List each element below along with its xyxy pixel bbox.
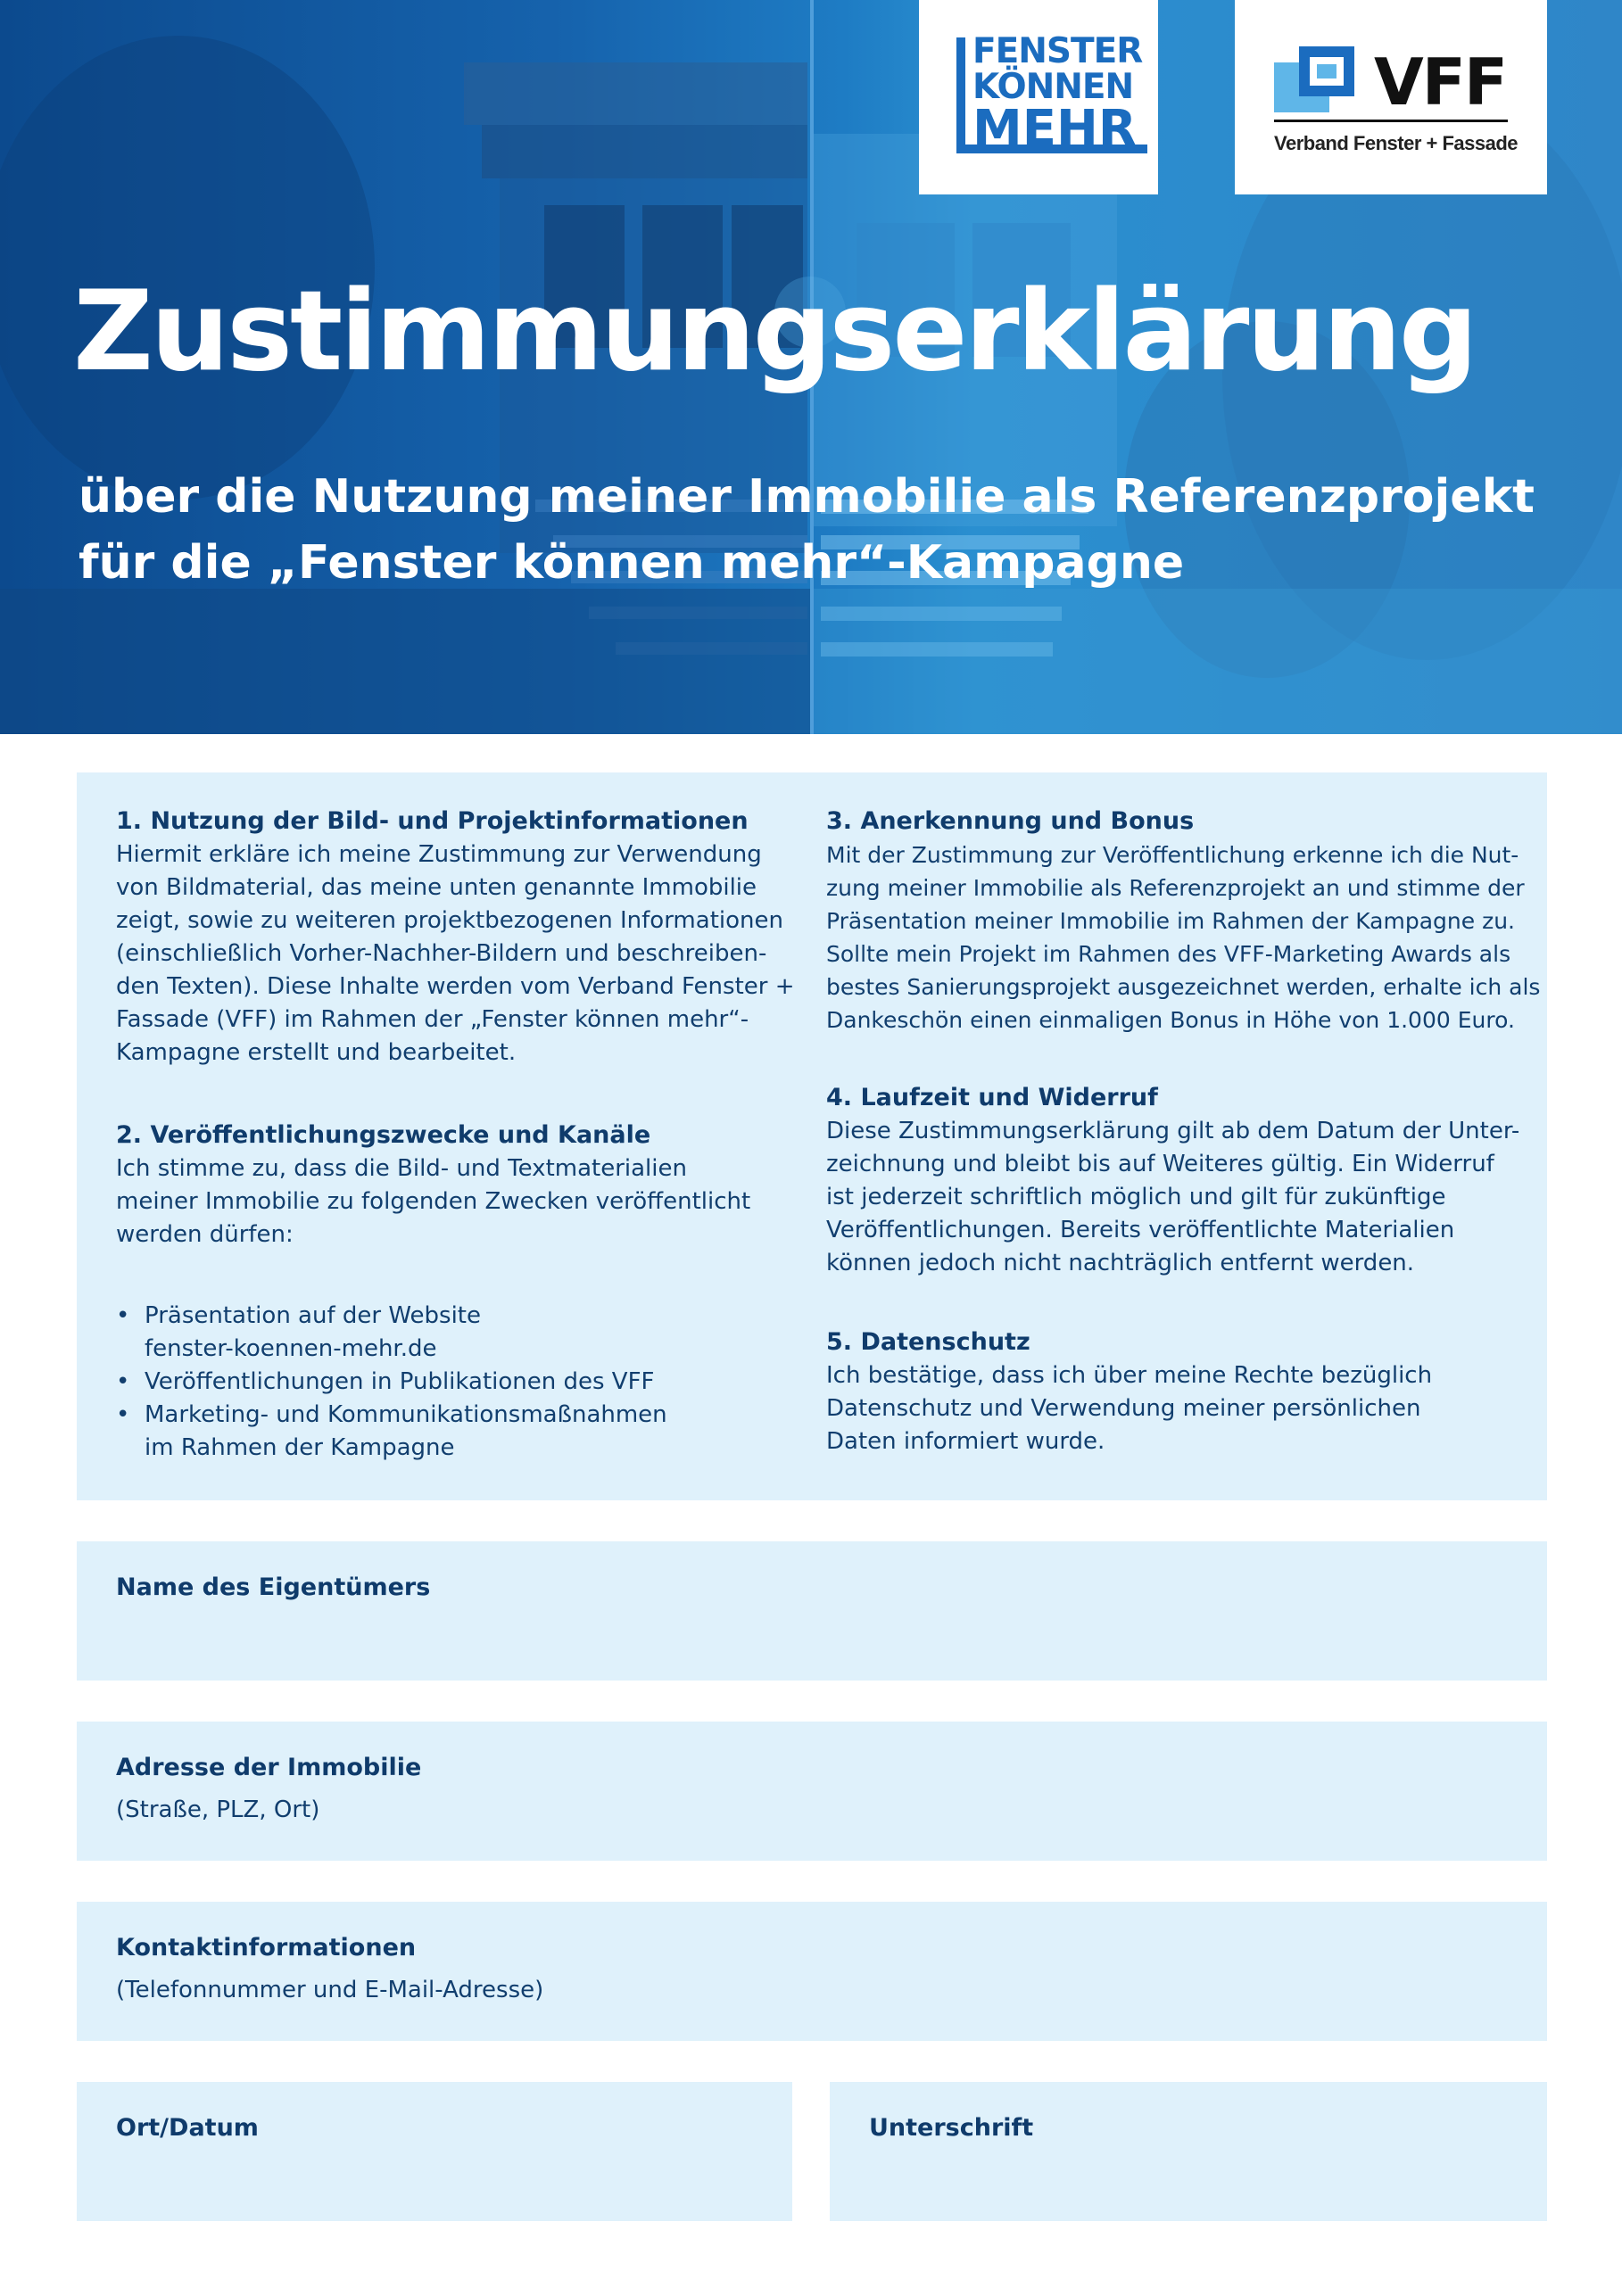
body-line: meiner Immobilie zu folgenden Zwecken veröffentlicht <box>116 1188 751 1215</box>
body-line: Hiermit erkläre ich meine Zustimmung zur Verwendung <box>116 841 762 868</box>
logo-wordmark <box>972 31 1151 158</box>
body-line: Präsentation meiner Immobilie im Rahmen der Kampagne zu. <box>826 908 1515 934</box>
list-item-line: fenster-koennen-mehr.de <box>145 1335 437 1362</box>
body-line: bestes Sanierungsprojekt ausgezeichnet werden, erhalte ich als <box>826 974 1541 1000</box>
section-publication-purposes <box>116 1119 794 1465</box>
section-title: 2. Veröffentlichungszwecke und Kanäle <box>116 1121 651 1149</box>
body-line: Diese Zustimmungserklärung gilt ab dem Datum der Unter- <box>826 1118 1520 1144</box>
field-label: Ort/Datum <box>116 2114 259 2142</box>
section-title: 5. Datenschutz <box>826 1328 1030 1356</box>
list-item-line: • Veröffentlichungen in Publikationen des VFF <box>145 1368 655 1395</box>
section-data-protection <box>826 1326 1522 1458</box>
body-line: Kampagne erstellt und bearbeitet. <box>116 1039 517 1066</box>
list-item-line: im Rahmen der Kampagne <box>145 1434 455 1461</box>
list-item-line: • Präsentation auf der Website <box>145 1302 481 1329</box>
field-hint: (Straße, PLZ, Ort) <box>116 1796 320 1823</box>
section-recognition-bonus <box>826 805 1541 1037</box>
body-line: Datenschutz und Verwendung meiner persönlichen <box>826 1395 1421 1422</box>
body-line: (einschließlich Vorher-Nachher-Bildern und beschreiben- <box>116 940 767 967</box>
section-body <box>116 1152 794 1251</box>
owner-name-field[interactable] <box>77 1541 1547 1681</box>
field-label: Adresse der Immobilie <box>116 1754 422 1781</box>
list-item <box>116 1366 794 1399</box>
section-usage <box>116 805 794 1070</box>
field-label: Kontaktinformationen <box>116 1934 417 1962</box>
body-line: Dankeschön einen einmaligen Bonus in Höhe von 1.000 Euro. <box>826 1007 1515 1033</box>
place-date-field[interactable] <box>77 2082 792 2221</box>
section-duration-revocation <box>826 1081 1522 1280</box>
body-line: von Bildmaterial, das meine unten genannte Immobilie <box>116 874 757 901</box>
vff-tagline: Verband Fenster + Fassade <box>1274 132 1519 154</box>
hero-banner <box>0 0 1622 734</box>
body-line: zung meiner Immobilie als Referenzprojekt an und stimme der <box>826 875 1525 901</box>
body-line: Mit der Zustimmung zur Veröffentlichung erkenne ich die Nut- <box>826 842 1519 868</box>
section-title: 4. Laufzeit und Widerruf <box>826 1084 1158 1111</box>
contact-info-field[interactable] <box>77 1902 1547 2041</box>
page-subtitle <box>79 464 1542 596</box>
body-line: zeigt, sowie zu weiteren projektbezogenen Informationen <box>116 907 783 934</box>
list-item <box>116 1399 794 1465</box>
body-line: Ich stimme zu, dass die Bild- und Textmaterialien <box>116 1155 687 1182</box>
vff-rule <box>1274 120 1508 122</box>
section-title: 1. Nutzung der Bild- und Projektinformationen <box>116 807 749 835</box>
body-line: Ich bestätige, dass ich über meine Rechte bezüglich <box>826 1362 1433 1389</box>
body-line: Fassade (VFF) im Rahmen der „Fenster können mehr“- <box>116 1006 749 1033</box>
logo-line-1: FENSTER <box>972 31 1143 71</box>
list-item-line: • Marketing- und Kommunikationsmaßnahmen <box>145 1401 667 1428</box>
body-line: Sollte mein Projekt im Rahmen des VFF-Marketing Awards als <box>826 941 1511 967</box>
section-body <box>826 1115 1522 1280</box>
field-label: Unterschrift <box>869 2114 1034 2142</box>
fenster-koennen-mehr-logo <box>919 0 1158 194</box>
section-title: 3. Anerkennung und Bonus <box>826 807 1195 835</box>
logo-frame-bar <box>956 37 965 153</box>
field-hint: (Telefonnummer und E-Mail-Adresse) <box>116 1977 544 2003</box>
purpose-list <box>116 1300 794 1465</box>
body-line: ist jederzeit schriftlich möglich und gilt für zukünftige <box>826 1184 1446 1210</box>
logo-line-2: KÖNNEN <box>972 67 1134 107</box>
signature-field[interactable] <box>830 2082 1547 2221</box>
section-body <box>116 838 794 1070</box>
property-address-field[interactable] <box>77 1722 1547 1861</box>
logo-line-3: MEHR <box>972 100 1137 158</box>
section-body <box>826 1359 1522 1458</box>
body-line: Daten informiert wurde. <box>826 1428 1105 1455</box>
body-line: Veröffentlichungen. Bereits veröffentlichte Materialien <box>826 1217 1455 1243</box>
subtitle-line-2: für die „Fenster können mehr“-Kampagne <box>79 536 1185 590</box>
window-squares-icon <box>1274 39 1372 116</box>
body-line: den Texten). Diese Inhalte werden vom Verband Fenster + <box>116 973 795 1000</box>
vff-wordmark: VFF <box>1374 45 1507 120</box>
terms-panel <box>77 772 1547 1500</box>
subtitle-line-1: über die Nutzung meiner Immobilie als Referenzprojekt <box>79 470 1535 524</box>
page-title: Zustimmungserklärung <box>73 268 1476 396</box>
list-item <box>116 1300 794 1366</box>
vff-logo <box>1235 0 1547 194</box>
body-line: zeichnung und bleibt bis auf Weiteres gültig. Ein Widerruf <box>826 1151 1494 1177</box>
section-body <box>826 838 1541 1037</box>
field-label: Name des Eigentümers <box>116 1573 431 1601</box>
body-line: werden dürfen: <box>116 1221 294 1248</box>
body-line: können jedoch nicht nachträglich entfernt werden. <box>826 1250 1415 1276</box>
